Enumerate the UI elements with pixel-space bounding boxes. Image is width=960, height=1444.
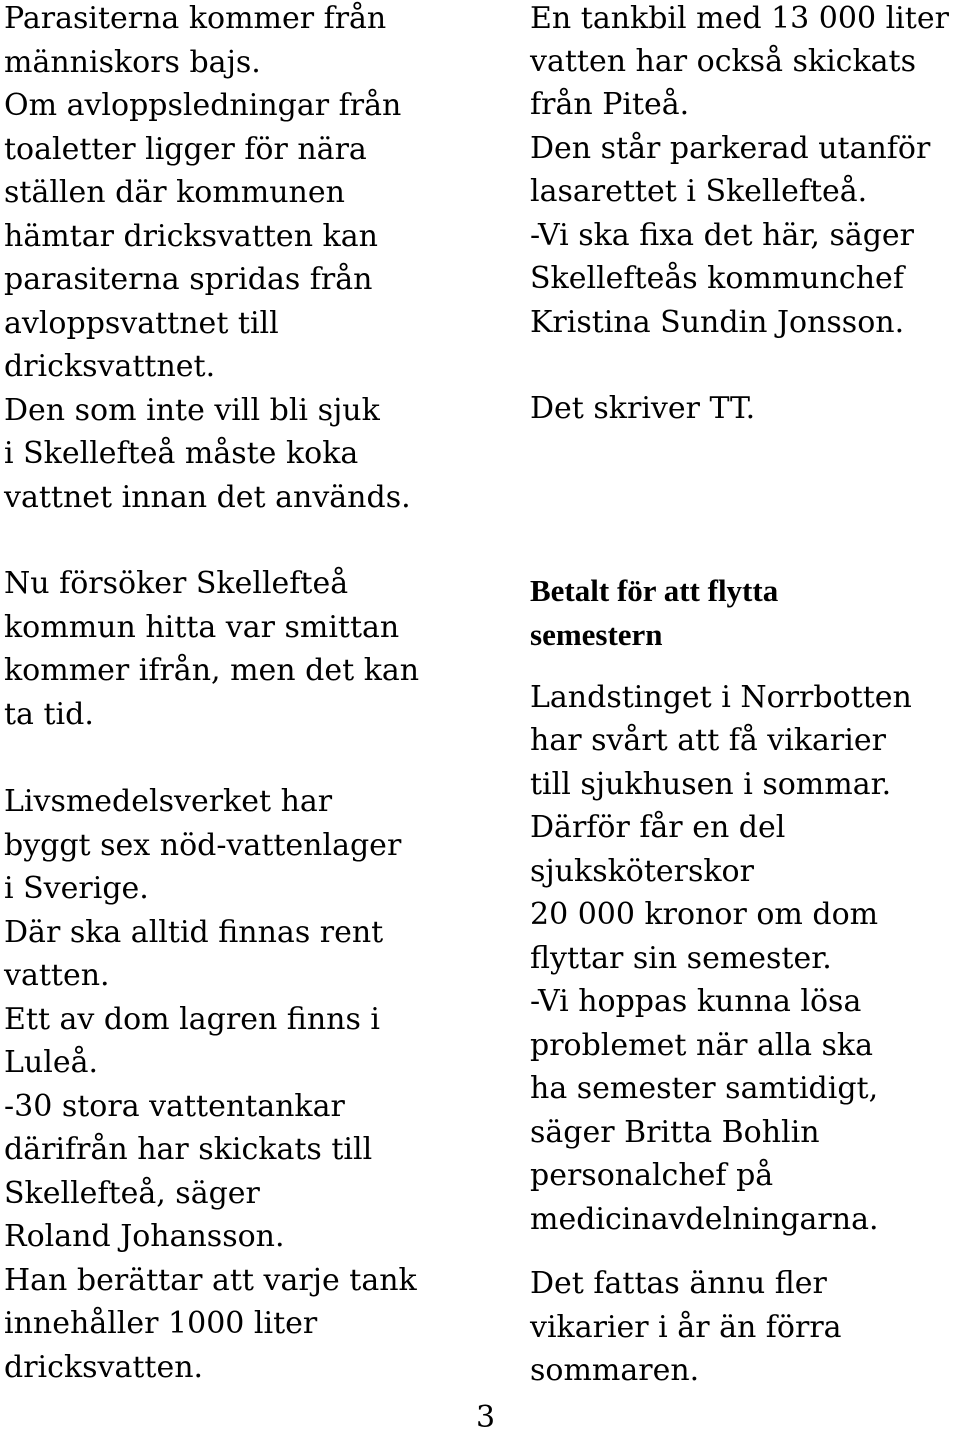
text-line: Nu försöker Skellefteå [4, 566, 349, 601]
text-line: säger Britta Bohlin [530, 1115, 820, 1150]
text-line: Roland Johansson. [4, 1219, 285, 1254]
section-heading: semestern [530, 617, 663, 652]
text-line: Skellefteås kommunchef [530, 261, 904, 296]
text-line: -30 stora vattentankar [4, 1089, 345, 1124]
text-line: därifrån har skickats till [4, 1132, 373, 1167]
text-line: toaletter ligger för nära [4, 132, 367, 167]
text-line: En tankbil med 13 000 liter [530, 1, 949, 36]
text-line: Därför får en del [530, 810, 786, 845]
text-line: Ett av dom lagren finns i [4, 1002, 380, 1037]
text-line: ha semester samtidigt, [530, 1071, 879, 1106]
page-number: 3 [476, 1400, 496, 1435]
text-line: sommaren. [530, 1353, 700, 1388]
text-line: Kristina Sundin Jonsson. [530, 305, 905, 340]
text-line: Där ska alltid finnas rent [4, 915, 384, 950]
left-column [4, 0, 474, 1400]
text-line: Luleå. [4, 1045, 99, 1080]
text-line: vikarier i år än förra [530, 1310, 842, 1345]
text-line: hämtar dricksvatten kan [4, 219, 378, 254]
text-line: Den står parkerad utanför [530, 131, 931, 166]
text-line: 20 000 kronor om dom [530, 897, 879, 932]
text-line: i Sverige. [4, 871, 149, 906]
text-line: personalchef på [530, 1158, 774, 1193]
text-line: avloppsvattnet till [4, 306, 279, 341]
text-line: sjuksköterskor [530, 854, 754, 889]
text-line: Han berättar att varje tank [4, 1263, 417, 1298]
section-heading: Betalt för att flytta [530, 573, 779, 608]
text-line: människors bajs. [4, 45, 261, 80]
text-line: till sjukhusen i sommar. [530, 767, 892, 802]
text-line: Den som inte vill bli sjuk [4, 393, 380, 428]
text-line: har svårt att få vikarier [530, 723, 886, 758]
text-line: dricksvattnet. [4, 349, 216, 384]
text-line: -Vi hoppas kunna lösa [530, 984, 862, 1019]
text-line: ta tid. [4, 697, 94, 732]
text-line: parasiterna spridas från [4, 262, 373, 297]
text-line: Om avloppsledningar från [4, 88, 402, 123]
text-line: från Piteå. [530, 87, 690, 122]
text-line: medicinavdelningarna. [530, 1202, 879, 1237]
text-line: ställen där kommunen [4, 175, 345, 210]
text-line: i Skellefteå måste koka [4, 436, 359, 471]
text-line: Landstinget i Norrbotten [530, 680, 912, 715]
text-line: vatten har också skickats [530, 44, 916, 79]
text-line: innehåller 1000 liter [4, 1306, 318, 1341]
text-line: byggt sex nöd-vattenlager [4, 828, 402, 863]
text-line: Parasiterna kommer från [4, 1, 387, 36]
text-line: Skellefteå, säger [4, 1176, 260, 1211]
text-line: -Vi ska fixa det här, säger [530, 218, 915, 253]
text-line: kommun hitta var smittan [4, 610, 400, 645]
text-line: problemet när alla ska [530, 1028, 873, 1063]
text-line: vatten. [4, 958, 110, 993]
text-line: lasarettet i Skellefteå. [530, 174, 868, 209]
text-line: Det fattas ännu fler [530, 1266, 827, 1301]
text-line: flyttar sin semester. [530, 941, 832, 976]
text-line: Det skriver TT. [530, 391, 756, 426]
text-line: Livsmedelsverket har [4, 784, 333, 819]
right-column [530, 0, 958, 1400]
text-line: kommer ifrån, men det kan [4, 653, 420, 688]
text-line: vattnet innan det används. [4, 480, 411, 515]
text-line: dricksvatten. [4, 1350, 204, 1385]
